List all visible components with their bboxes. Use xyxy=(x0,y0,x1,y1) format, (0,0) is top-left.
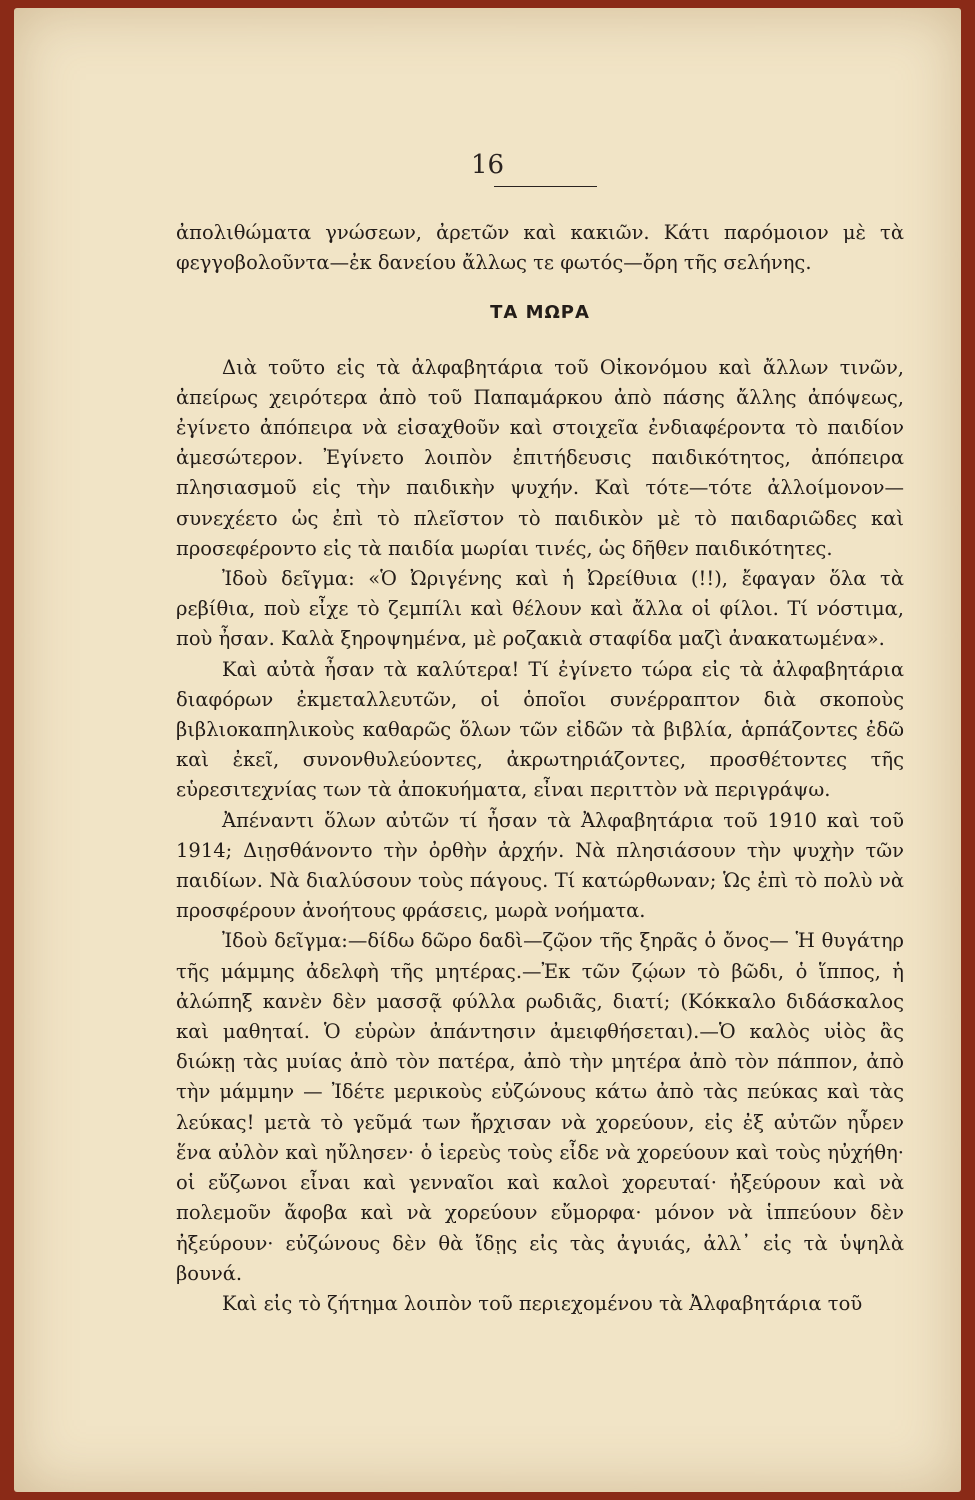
paragraph-1: ἀπολιθώματα γνώσεων, ἀρετῶν καὶ κακιῶν. Κάτι παρόμοιον μὲ τὰ φεγγοβολοῦντα—ἐκ δανείου ἄλλως τε φωτός—ὄρη τῆς σελήνης. xyxy=(176,221,904,275)
page-number-rule xyxy=(494,186,597,187)
paragraph-2: Διὰ τοῦτο εἰς τὰ ἀλφαβητάρια τοῦ Οἰκονόμου καὶ ἄλλων τινῶν, ἀπείρως χειρότερα ἀπὸ τοῦ Παπαμάρκου ἀπὸ πάσης ἄλλης ἀπόψεως, ἐγίνετο ἀπόπειρα νὰ εἰσαχθοῦν καὶ στοιχεῖα ἐνδιαφέροντα τὸ παιδίον ἀμεσώτερον. Ἐγίνετο λοιπὸν ἐπιτήδευσις παιδικότητος, ἀπόπειρα πλησιασμοῦ εἰς τὴν παιδικὴν ψυχήν. Καὶ τότε—τότε ἀλλοίμονον—συνεχέετο ὡς ἐπὶ τὸ πλεῖστον τὸ παιδικὸν μὲ τὸ παιδαριῶδες καὶ προσεφέροντο εἰς τὰ παιδία μωρίαι τινές, ὡς δῆθεν παιδικότητες. xyxy=(176,355,904,560)
body-text xyxy=(176,218,904,1319)
paragraph-7: Καὶ εἰς τὸ ζήτημα λοιπὸν τοῦ περιεχομένου τὰ Ἀλφαβητάρια τοῦ xyxy=(222,1291,863,1315)
paragraph-5: Ἀπέναντι ὅλων αὐτῶν τί ἦσαν τὰ Ἀλφαβητάρια τοῦ 1910 καὶ τοῦ 1914; Διῃσθάνοντο τὴν ὀρθὴν ἀρχήν. Νὰ πλησιάσουν τὴν ψυχὴν τῶν παιδίων. Νὰ διαλύσουν τοὺς πάγους. Τί κατώρθωναν; Ὡς ἐπὶ τὸ πολὺ νὰ προσφέρουν ἀνοήτους φράσεις, μωρὰ νοήματα. xyxy=(176,808,904,923)
paragraph-3: Ἰδοὺ δεῖγμα: «Ὁ Ὠριγένης καὶ ἡ Ὠρείθυια (!!), ἔφαγαν ὅλα τὰ ρεβίθια, ποὺ εἶχε τὸ ζεμπίλι καὶ θέλουν καὶ ἄλλα οἱ φίλοι. Τί νόστιμα, ποὺ ἦσαν. Καλὰ ξηροψημένα, μὲ ροζακιὰ σταφίδα μαζὶ ἀνακατωμένα». xyxy=(176,567,904,651)
paragraph-4: Καὶ αὐτὰ ἦσαν τὰ καλύτερα! Τί ἐγίνετο τώρα εἰς τὰ ἀλφαβητάρια διαφόρων ἐκμεταλλευτῶν, οἱ ὁποῖοι συνέρραπτον διὰ σκοποὺς βιβλιοκαπηλικοὺς καθαρῶς ὅλων τῶν εἰδῶν τὰ βιβλία, ἁρπάζοντες ἐδῶ καὶ ἐκεῖ, συνονθυλεύοντες, ἀκρωτηριάζοντες, προσθέτοντες τῆς εὑρεσιτεχνίας των τὰ ἀποκυήματα, εἶναι περιττὸν νὰ περιγράψω. xyxy=(176,657,904,802)
section-heading: ΤΑ ΜΩΡΑ xyxy=(490,302,590,324)
paragraph-6: Ἰδοὺ δεῖγμα:—δίδω δῶρο δαδὶ—ζῷον τῆς ξηρᾶς ὁ ὄνος— Ἡ θυγάτηρ τῆς μάμμης ἀδελφὴ τῆς μητέρας.—Ἐκ τῶν ζῴων τὸ βῶδι, ὁ ἵππος, ἡ ἀλώπηξ κανὲν δὲν μασσᾷ φύλλα ρωδιᾶς, διατί; (Κόκκαλο διδάσκαλος καὶ μαθηταί. Ὁ εὑρὼν ἀπάντησιν ἀμειφθήσεται).—Ὁ καλὸς υἱὸς ἂς διώκῃ τὰς μυίας ἀπὸ τὸν πατέρα, ἀπὸ τὴν μητέρα ἀπὸ τὸν πάππον, ἀπὸ τὴν μάμμην — Ἰδέτε μερικοὺς εὐζώνους κάτω ἀπὸ τὰς πεύκας καὶ τὰς λεύκας! μετὰ τὸ γεῦμά των ἤρχισαν νὰ χορεύουν, εἰς ἐξ αὐτῶν ηὗρεν ἕνα αὐλὸν καὶ ηὔλησεν· ὁ ἱερεὺς τοὺς εἶδε νὰ χορεύουν καὶ τοὺς ηὐχήθη· οἱ εὔζωνοι εἶναι καὶ γενναῖοι καὶ καλοὶ χορευταί· ἠξεύρουν καὶ νὰ πολεμοῦν ἄφοβα καὶ νὰ χορεύουν εὔμορφα· μόνον νὰ ἱππεύουν δὲν ἠξεύρουν· εὐζώνους δὲν θὰ ἴδῃς εἰς τὰς ἀγυιάς, ἀλλ᾽ εἰς τὰ ὑψηλὰ βουνά. xyxy=(176,929,904,1285)
page-number: 16 xyxy=(470,150,505,180)
book-page xyxy=(14,8,961,1492)
